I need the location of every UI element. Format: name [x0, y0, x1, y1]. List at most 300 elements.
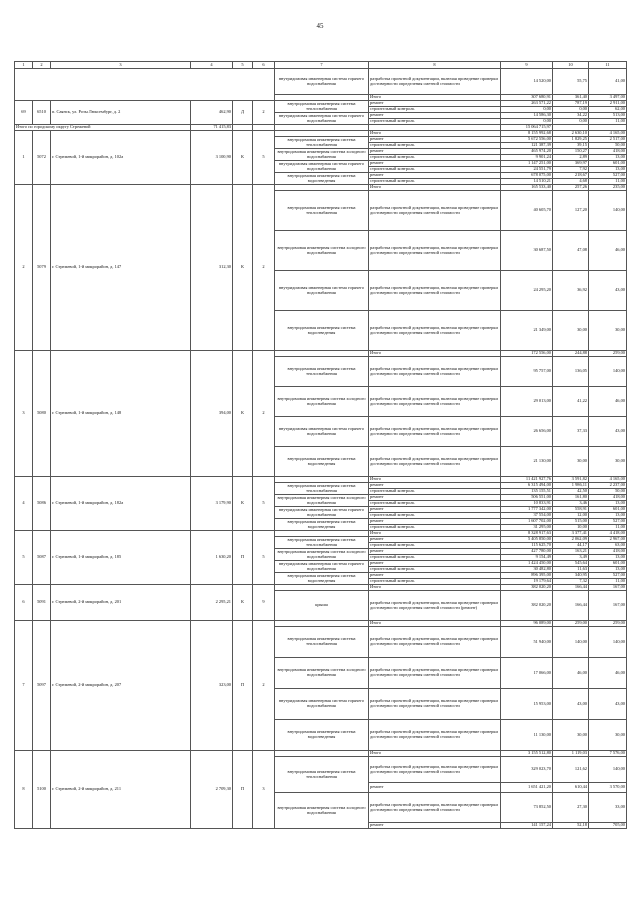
repair-schedule-table: [14, 61, 627, 829]
table-cell: 5100: [33, 751, 51, 829]
table-cell: 545,64: [553, 561, 589, 567]
table-cell: 26 656,00: [501, 417, 553, 447]
table-cell: разработка проектной документации, включая проведение проверки достоверности определения сметной стоимости: [369, 69, 501, 95]
table-cell: 29 013,00: [501, 387, 553, 417]
column-header: 7: [275, 62, 369, 69]
column-header: 8: [369, 62, 501, 69]
table-cell: 30,00: [589, 720, 627, 751]
table-cell: 41,00: [589, 69, 627, 95]
table-cell: 257,26: [553, 185, 589, 191]
table-cell: 705,00: [589, 823, 627, 829]
table-cell: г. Стрежевой, 1-й микрорайон, д. 182а: [51, 477, 191, 531]
table-cell: 2: [253, 185, 275, 351]
table-cell: разработка проектной документации, включая проведение проверки достоверности определения сметной стоимости: [369, 793, 501, 823]
table-cell: 42,50: [553, 489, 589, 495]
table-cell: 121,62: [553, 757, 589, 783]
table-cell: ремонт: [369, 161, 501, 167]
table-cell: 4,68: [553, 179, 589, 185]
table-cell: внутридомовая инженерная система водоотведения: [275, 720, 369, 751]
table-cell: внутридомовая инженерная система теплоснабжения: [275, 137, 369, 149]
table-cell: ремонт: [369, 495, 501, 501]
table-cell: разработка проектной документации, включая проведение проверки достоверности определения сметной стоимости: [369, 191, 501, 231]
table-cell: 5: [253, 477, 275, 531]
table-cell: строительный контроль: [369, 119, 501, 125]
table-cell: 7,92: [553, 167, 589, 173]
table-cell: внутридомовая инженерная система горячего водоснабжения: [275, 161, 369, 173]
table-cell: 361,40: [553, 95, 589, 101]
table-cell: внутридомовая инженерная система горячего водоснабжения: [275, 561, 369, 573]
table-cell: 50,00: [589, 143, 627, 149]
table-cell: 1 777 342,00: [501, 507, 553, 513]
table-cell: 527,00: [589, 573, 627, 579]
table-cell: 31 295,00: [501, 525, 553, 531]
table-cell: 5080: [33, 351, 51, 477]
table-cell: 3 179,90: [191, 477, 233, 531]
table-cell: 167,00: [589, 591, 627, 621]
table-cell: 43,00: [589, 271, 627, 311]
table-cell: 33,00: [589, 793, 627, 823]
table-cell: ремонт: [369, 519, 501, 525]
table-cell: внутридомовая инженерная система холодного водоснабжения: [275, 495, 369, 507]
table-cell: 5 672 556,00: [501, 137, 553, 143]
table-cell: ремонт: [369, 783, 501, 793]
table-cell: 11,00: [589, 525, 627, 531]
table-cell: [15, 69, 275, 101]
table-cell: 140,00: [589, 191, 627, 231]
table-cell: строительный контроль: [369, 525, 501, 531]
table-cell: 513,00: [589, 113, 627, 119]
table-cell: 12,00: [553, 513, 589, 519]
table-cell: внутридомовая инженерная система теплоснабжения: [275, 757, 369, 793]
table-cell: разработка проектной документации, включая проведение проверки достоверности определения сметной стоимости: [369, 231, 501, 271]
table-cell: строительный контроль: [369, 167, 501, 173]
table-cell: 141 157,24: [501, 823, 553, 829]
table-cell: 21 349,00: [501, 311, 553, 351]
table-cell: 6: [15, 585, 33, 621]
table-cell: 11,00: [589, 119, 627, 125]
table-cell: внутридомовая инженерная система водоотведения: [275, 573, 369, 585]
table-cell: разработка проектной документации, включая проведение проверки достоверности определения сметной стоимости: [369, 689, 501, 720]
table-cell: 24 551,79: [501, 167, 553, 173]
table-cell: 3 377,41: [553, 531, 589, 537]
table-cell: строительный контроль: [369, 155, 501, 161]
table-cell: П: [233, 751, 253, 829]
column-header: 2: [33, 62, 51, 69]
table-cell: П: [233, 531, 253, 585]
table-cell: 11 421 927,76: [501, 477, 553, 483]
table-cell: 8: [15, 751, 33, 829]
table-cell: 5086: [33, 477, 51, 531]
table-cell: К: [233, 477, 253, 531]
table-cell: 6510: [33, 101, 51, 125]
table-cell: 418,00: [589, 495, 627, 501]
table-cell: К: [233, 585, 253, 621]
table-cell: внутридомовая инженерная система холодного водоснабжения: [275, 658, 369, 689]
table-cell: 2 709,30: [191, 751, 233, 829]
table-cell: строительный контроль: [369, 555, 501, 561]
table-cell: строительный контроль: [369, 501, 501, 507]
table-cell: Итого: [369, 95, 501, 101]
table-cell: ремонт: [369, 549, 501, 555]
table-cell: внутридомовая инженерная система теплоснабжения: [275, 357, 369, 387]
table-cell: 95 757,00: [501, 357, 553, 387]
table-cell: разработка проектной документации, включая проведение проверки достоверности определения сметной стоимости: [369, 311, 501, 351]
table-cell: внутридомовая инженерная система горячего водоснабжения: [275, 271, 369, 311]
table-cell: 558,91: [553, 507, 589, 513]
table-cell: Итого: [369, 585, 501, 591]
table-cell: ремонт: [369, 507, 501, 513]
table-cell: 5 405 850,00: [501, 537, 553, 543]
table-cell: 73 852,50: [501, 793, 553, 823]
table-cell: 50,00: [589, 489, 627, 495]
column-header: 6: [253, 62, 275, 69]
table-cell: 5087: [33, 531, 51, 585]
table-cell: 9 901,24: [501, 155, 553, 161]
table-cell: 8 328 917,63: [501, 531, 553, 537]
column-header: 1: [15, 62, 33, 69]
table-row: [15, 101, 627, 107]
table-cell: К: [233, 351, 253, 477]
table-cell: внутридомовая инженерная система холодного водоснабжения: [275, 793, 369, 829]
table-cell: 2 967,00: [589, 537, 627, 543]
table-cell: строительный контроль: [369, 107, 501, 113]
table-cell: 166,44: [553, 585, 589, 591]
table-cell: 235,00: [589, 185, 627, 191]
table-cell: 140,00: [589, 357, 627, 387]
table-cell: 27,30: [553, 793, 589, 823]
table-cell: 601,00: [589, 507, 627, 513]
table-cell: 30,00: [553, 720, 589, 751]
table-cell: 259,00: [553, 621, 589, 627]
column-number-row: [15, 62, 627, 69]
table-cell: г. Стрежевой, 1-й микрорайон, д. 148: [51, 351, 191, 477]
table-cell: 15 953,00: [501, 689, 553, 720]
table-cell: Итого: [369, 131, 501, 137]
table-cell: 3: [253, 751, 275, 829]
table-cell: 62,00: [589, 107, 627, 113]
table-cell: Итого: [369, 621, 501, 627]
table-cell: 34,22: [553, 113, 589, 119]
table-cell: 1: [15, 131, 33, 185]
table-cell: 307 680,91: [501, 95, 553, 101]
table-cell: ремонт: [369, 561, 501, 567]
table-cell: ремонт: [369, 537, 501, 543]
table-cell: г. Стрежевой, 1-й микрорайон, д. 102а: [51, 131, 191, 185]
table-cell: внутридомовая инженерная система горячего водоснабжения: [275, 507, 369, 519]
table-cell: 37 554,00: [501, 513, 553, 519]
table-cell: 10,00: [553, 525, 589, 531]
table-cell: 13,00: [589, 501, 627, 507]
table-cell: 1 986,11: [553, 483, 589, 489]
table-cell: 30,00: [589, 311, 627, 351]
table-cell: 340,95: [553, 573, 589, 579]
table-cell: строительный контроль: [369, 579, 501, 585]
table-cell: 610,44: [553, 783, 589, 793]
table-cell: Итого: [369, 351, 501, 357]
table-cell: Д: [233, 101, 253, 125]
table-cell: 0,00: [553, 119, 589, 125]
table-cell: 121 387,39: [501, 143, 553, 149]
table-cell: разработка проектной документации, включая проведение проверки достоверности определения сметной стоимости: [369, 447, 501, 477]
table-cell: 2,89: [553, 155, 589, 161]
table-cell: 13,00: [589, 555, 627, 561]
table-cell: 44,17: [553, 543, 589, 549]
table-cell: 3 591,82: [553, 477, 589, 483]
table-cell: 0,00: [501, 119, 553, 125]
table-cell: 382 020,20: [501, 591, 553, 621]
table-cell: 46,00: [589, 387, 627, 417]
table-row: [15, 69, 627, 95]
table-cell: 7,32: [553, 579, 589, 585]
table-cell: 2: [253, 621, 275, 751]
table-cell: 4 418,00: [589, 531, 627, 537]
column-header: 4: [191, 62, 233, 69]
table-cell: внутридомовая инженерная система горячего водоснабжения: [275, 113, 369, 125]
table-cell: 3: [15, 351, 33, 477]
table-cell: 678 075,00: [501, 173, 553, 179]
table-cell: г. Стрежевой, 1-й микрорайон, д. 185: [51, 531, 191, 585]
table-cell: 43,00: [589, 417, 627, 447]
table-cell: 4: [15, 477, 33, 531]
table-cell: 4 165,00: [589, 131, 627, 137]
table-cell: 427 780,00: [501, 549, 553, 555]
table-cell: разработка проектной документации, включая проведение проверки достоверности определения сметной стоимости: [369, 627, 501, 658]
table-cell: г. Стрежевой, 2-й микрорайон, д. 201: [51, 585, 191, 621]
table-cell: п. Саянск, ул. Розы Люксембург, д. 2: [51, 101, 191, 125]
table-cell: ремонт: [369, 483, 501, 489]
table-cell: внутридомовая инженерная система теплоснабжения: [275, 627, 369, 658]
table-cell: 55,75: [553, 69, 589, 95]
table-cell: внутридомовая инженерная система водоотведения: [275, 519, 369, 531]
table-cell: 13,00: [589, 155, 627, 161]
table-cell: 5: [15, 531, 33, 585]
table-cell: 2: [253, 351, 275, 477]
table-cell: 3,46: [553, 501, 589, 507]
table-cell: 394,00: [191, 351, 233, 477]
table-cell: 259,00: [589, 351, 627, 357]
table-cell: внутридомовая инженерная система теплоснабжения: [275, 191, 369, 231]
table-cell: ремонт: [369, 173, 501, 179]
table-cell: 14 520,00: [501, 69, 553, 95]
table-cell: 9: [253, 585, 275, 621]
table-cell: 312,30: [191, 185, 233, 351]
table-cell: 11,00: [589, 579, 627, 585]
table-cell: 527,00: [589, 173, 627, 179]
table-cell: 39,15: [553, 143, 589, 149]
table-cell: 3 100,90: [191, 131, 233, 185]
table-cell: строительный контроль: [369, 489, 501, 495]
table-cell: 382 020,20: [501, 585, 553, 591]
table-cell: 71 415,83: [191, 125, 233, 131]
table-cell: 69: [15, 101, 33, 125]
table-cell: 3 570,00: [589, 783, 627, 793]
table-cell: 506 551,00: [501, 495, 553, 501]
table-cell: г. Стрежевой, 2-й микрорайон, д. 207: [51, 621, 191, 751]
table-cell: строительный контроль: [369, 143, 501, 149]
table-cell: строительный контроль: [369, 513, 501, 519]
table-cell: 1 119,03: [553, 751, 589, 757]
table-cell: 166,44: [553, 591, 589, 621]
table-cell: 43,00: [589, 689, 627, 720]
table-cell: 369,97: [553, 161, 589, 167]
column-header: 3: [51, 62, 191, 69]
table-cell: 2 237,00: [589, 483, 627, 489]
table-cell: 7: [15, 621, 33, 751]
table-cell: 51 940,00: [501, 627, 553, 658]
table-cell: 46,00: [553, 658, 589, 689]
table-cell: ремонт: [369, 113, 501, 119]
table-cell: 30 482,80: [501, 567, 553, 573]
table-cell: разработка проектной документации, включая проведение проверки достоверности определения сметной стоимости: [369, 720, 501, 751]
table-cell: 2 911,00: [589, 101, 627, 107]
table-cell: 11 130,00: [501, 720, 553, 751]
table-cell: г. Стрежевой, 1-й микрорайон, д. 147: [51, 185, 191, 351]
table-cell: П: [233, 621, 253, 751]
table-cell: 63,00: [589, 543, 627, 549]
table-cell: 2 062,09: [553, 537, 589, 543]
table-cell: 17 066,00: [501, 658, 553, 689]
table-cell: 5097: [33, 621, 51, 751]
table-cell: 515,00: [553, 519, 589, 525]
table-cell: разработка проектной документации, включая проведение проверки достоверности определения сметной стоимости: [369, 357, 501, 387]
table-cell: 41,22: [553, 387, 589, 417]
table-cell: строительный контроль: [369, 179, 501, 185]
table-cell: 96 089,00: [501, 621, 553, 627]
column-header: 5: [233, 62, 253, 69]
table-cell: 3 497,00: [589, 95, 627, 101]
table-cell: 7 576,00: [589, 751, 627, 757]
table-cell: 4 165,00: [589, 477, 627, 483]
table-cell: внутридомовая инженерная система водоотведения: [275, 311, 369, 351]
table-cell: 13,00: [589, 167, 627, 173]
table-cell: 140,00: [589, 627, 627, 658]
table-cell: 30 687,50: [501, 231, 553, 271]
table-cell: 1 651 421,20: [501, 783, 553, 793]
column-header: 11: [589, 62, 627, 69]
table-cell: 1 630,20: [191, 531, 233, 585]
table-cell: 323,00: [191, 621, 233, 751]
table-cell: 0,00: [501, 107, 553, 113]
table-cell: 0,00: [553, 107, 589, 113]
table-cell: внутридомовая инженерная система холодного водоснабжения: [275, 231, 369, 271]
table-cell: 150,27: [553, 149, 589, 155]
table-cell: 787,19: [553, 101, 589, 107]
table-cell: 3 155 512,80: [501, 751, 553, 757]
table-cell: 140,00: [553, 627, 589, 658]
table-cell: ремонт: [369, 149, 501, 155]
table-cell: 161,80: [553, 495, 589, 501]
table-cell: 5079: [33, 185, 51, 351]
table-cell: 10 833,91: [501, 501, 553, 507]
column-header: 9: [501, 62, 553, 69]
table-cell: 46,00: [589, 231, 627, 271]
table-cell: внутридомовая инженерная система горячего водоснабжения: [275, 689, 369, 720]
table-cell: 2 517,00: [589, 137, 627, 143]
table-cell: 1 424 450,00: [501, 561, 553, 567]
table-cell: К: [233, 185, 253, 351]
table-cell: 15 064 715,97: [501, 125, 553, 131]
table-cell: 136,05: [553, 357, 589, 387]
table-cell: 140,00: [589, 757, 627, 783]
table-cell: разработка проектной документации, включая проведение проверки достоверности определения сметной стоимости: [369, 271, 501, 311]
table-cell: 167,00: [589, 585, 627, 591]
table-cell: 8 155 992,68: [501, 131, 553, 137]
table-cell: 37,33: [553, 417, 589, 447]
table-cell: 418,00: [589, 149, 627, 155]
table-cell: внутридомовая инженерная система холодного водоснабжения: [275, 149, 369, 161]
table-cell: 11,63: [553, 567, 589, 573]
table-cell: 5072: [33, 131, 51, 185]
table-cell: 2 295,21: [191, 585, 233, 621]
table-cell: 47,08: [553, 231, 589, 271]
table-cell: внутридомовая инженерная система горячего водоснабжения: [275, 417, 369, 447]
table-cell: 5091: [33, 585, 51, 621]
table-cell: 5: [253, 531, 275, 585]
table-cell: внутридомовая инженерная система теплоснабжения: [275, 483, 369, 495]
table-cell: Итого по городскому округу Стрежевой: [15, 125, 191, 131]
table-cell: ремонт: [369, 573, 501, 579]
table-cell: К: [233, 131, 253, 185]
table-cell: крыша: [275, 591, 369, 621]
table-cell: ремонт: [369, 823, 501, 829]
table-cell: 21 130,00: [501, 447, 553, 477]
table-cell: 163,21: [553, 549, 589, 555]
table-cell: ремонт: [369, 101, 501, 107]
table-cell: внутридомовая инженерная система водоотведения: [275, 173, 369, 185]
table-cell: 115 625,70: [501, 543, 553, 549]
table-cell: Итого: [369, 477, 501, 483]
table-cell: 30,00: [589, 447, 627, 477]
table-cell: 9 154,49: [501, 555, 553, 561]
table-cell: внутридомовая инженерная система холодного водоснабжения: [275, 549, 369, 561]
table-cell: 601,00: [589, 561, 627, 567]
table-cell: 14 586,30: [501, 113, 553, 119]
table-cell: 30,00: [553, 447, 589, 477]
column-header: 10: [553, 62, 589, 69]
table-cell: 19 179,64: [501, 579, 553, 585]
table-cell: Итого: [369, 751, 501, 757]
table-cell: 172 556,00: [501, 351, 553, 357]
table-cell: 1 829,25: [553, 137, 589, 143]
table-cell: 135 155,51: [501, 489, 553, 495]
table-cell: внутридомовая инженерная система водоотведения: [275, 447, 369, 477]
table-cell: 2: [15, 185, 33, 351]
table-cell: 46,00: [589, 658, 627, 689]
table-cell: 6 315 494,00: [501, 483, 553, 489]
table-cell: 52,18: [553, 823, 589, 829]
table-cell: 14 510,21: [501, 179, 553, 185]
table-cell: строительный контроль: [369, 543, 501, 549]
table-cell: 244,88: [553, 351, 589, 357]
table-cell: 165 533,40: [501, 185, 553, 191]
table-cell: разработка проектной документации, включая проведение проверки достоверности определения сметной стоимости: [369, 658, 501, 689]
table-cell: 896 395,00: [501, 573, 553, 579]
table-cell: 13,00: [589, 513, 627, 519]
table-cell: 11,00: [589, 179, 627, 185]
table-cell: внутридомовая инженерная система теплоснабжения: [275, 101, 369, 113]
table-cell: 43,00: [553, 689, 589, 720]
table-cell: внутридомовая инженерная система теплоснабжения: [275, 537, 369, 549]
table-cell: 127,20: [553, 191, 589, 231]
table-cell: разработка проектной документации, включая проведение проверки достоверности определения сметной стоимости: [369, 417, 501, 447]
table-cell: разработка проектной документации, включая проведение проверки достоверности определения сметной стоимости: [369, 757, 501, 783]
table-cell: 40 605,70: [501, 191, 553, 231]
table-cell: разработка проектной документации, включая проведение проверки достоверности определения сметной стоимости (ремонт): [369, 591, 501, 621]
table-cell: 263 571,22: [501, 101, 553, 107]
table-cell: 2: [253, 101, 275, 125]
table-cell: 2 630,10: [553, 131, 589, 137]
table-cell: 1 147 251,00: [501, 161, 553, 167]
